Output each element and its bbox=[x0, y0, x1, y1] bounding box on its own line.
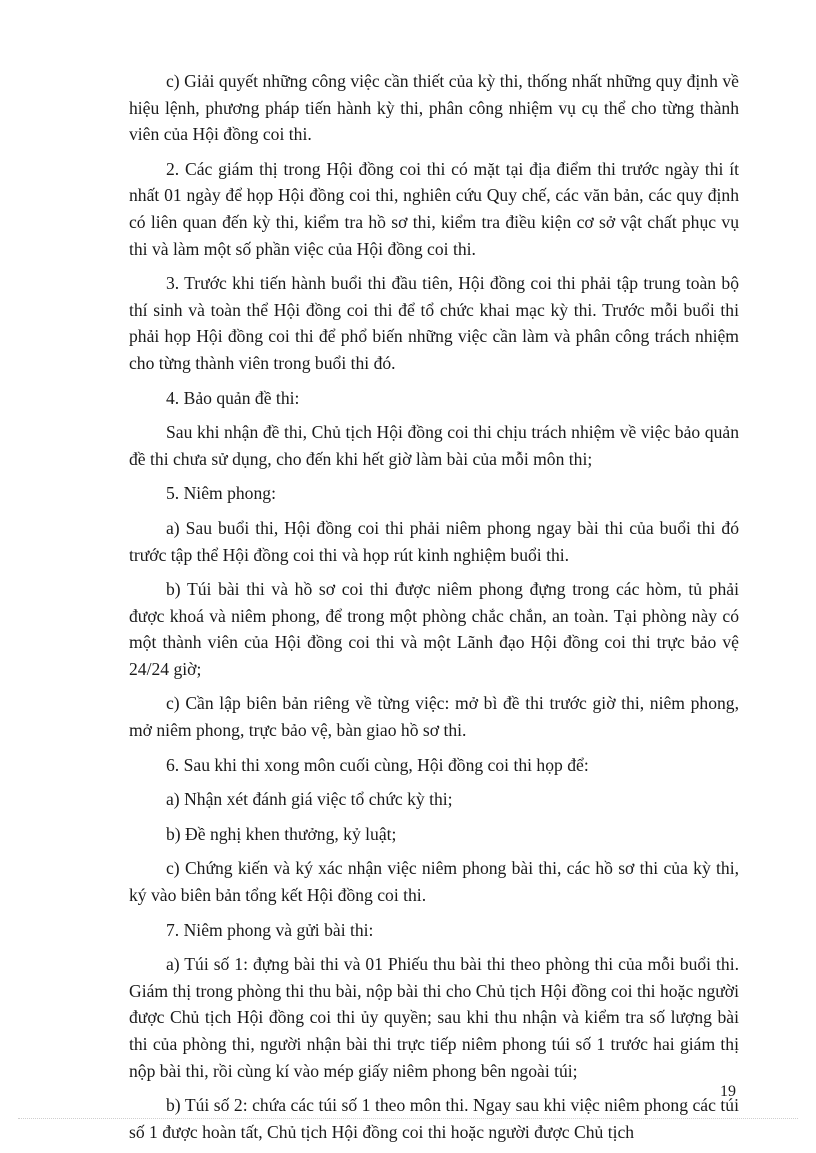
paragraph: c) Chứng kiến và ký xác nhận việc niêm phong bài thi, các hồ sơ thi của kỳ thi, ký vào biên bản tổng kết Hội đồng coi thi. bbox=[129, 858, 739, 906]
paragraph: b) Đề nghị khen thưởng, kỷ luật; bbox=[166, 823, 397, 844]
paragraph: c) Cần lập biên bản riêng về từng việc: mở bì đề thi trước giờ thi, niêm phong, mở niêm phong, trực bảo vệ, bàn giao hồ sơ thi. bbox=[129, 693, 739, 741]
page-bottom-divider bbox=[18, 1118, 798, 1119]
paragraph: 3. Trước khi tiến hành buổi thi đầu tiên, Hội đồng coi thi phải tập trung toàn bộ thí sinh và toàn thể Hội đồng coi thi để tổ chức khai mạc kỳ thi. Trước mỗi buổi thi phải họp Hội đồng coi thi để phổ biến những việc cần làm và phân công trách nhiệm cho từng thành viên trong buổi thi đó. bbox=[129, 273, 739, 373]
document-body bbox=[129, 68, 739, 1153]
paragraph: 4. Bảo quản đề thi: bbox=[166, 387, 300, 408]
paragraph: 6. Sau khi thi xong môn cuối cùng, Hội đồng coi thi họp để: bbox=[166, 754, 589, 775]
paragraph: 2. Các giám thị trong Hội đồng coi thi có mặt tại địa điểm thi trước ngày thi ít nhất 01 ngày để họp Hội đồng coi thi, nghiên cứu Quy chế, các văn bản, các quy định có liên quan đến kỳ thi, kiểm tra hồ sơ thi, kiểm tra điều kiện cơ sở vật chất phục vụ thi và làm một số phần việc của Hội đồng coi thi. bbox=[129, 158, 739, 259]
page-number: 19 bbox=[720, 1083, 736, 1100]
paragraph: Sau khi nhận đề thi, Chủ tịch Hội đồng coi thi chịu trách nhiệm về việc bảo quản đề thi chưa sử dụng, cho đến khi hết giờ làm bài của mỗi môn thi; bbox=[129, 422, 739, 469]
paragraph: c) Giải quyết những công việc cần thiết của kỳ thi, thống nhất những quy định về hiệu lệnh, phương pháp tiến hành kỳ thi, phân công nhiệm vụ cụ thể cho từng thành viên của Hội đồng coi thi. bbox=[129, 71, 739, 145]
paragraph: b) Túi số 2: chứa các túi số 1 theo môn thi. Ngay sau khi việc niêm phong các túi số 1 được hoàn tất, Chủ tịch Hội đồng coi thi hoặc người được Chủ tịch bbox=[129, 1095, 739, 1142]
paragraph: a) Nhận xét đánh giá việc tổ chức kỳ thi; bbox=[166, 789, 453, 810]
paragraph: 7. Niêm phong và gửi bài thi: bbox=[166, 919, 374, 940]
paragraph: b) Túi bài thi và hồ sơ coi thi được niêm phong đựng trong các hòm, tủ phải được khoá và niêm phong, để trong một phòng chắc chắn, an toàn. Tại phòng này có một thành viên của Hội đồng coi thi và một Lãnh đạo Hội đồng coi thi trực bảo vệ 24/24 giờ; bbox=[129, 579, 739, 679]
paragraph: 5. Niêm phong: bbox=[166, 483, 276, 504]
paragraph: a) Sau buổi thi, Hội đồng coi thi phải niêm phong ngay bài thi của buổi thi đó trước tập thể Hội đồng coi thi và họp rút kinh nghiệm buổi thi. bbox=[129, 517, 739, 565]
paragraph: a) Túi số 1: đựng bài thi và 01 Phiếu thu bài thi theo phòng thi của mỗi buổi thi. Giám thị trong phòng thi thu bài, nộp bài thi cho Chủ tịch Hội đồng coi thi hoặc người được Chủ tịch Hội đồng coi thi ủy quyền; sau khi thu nhận và kiểm tra số lượng bài thi của phòng thi, người nhận bài thi trực tiếp niêm phong túi số 1 trước hai giám thị nộp bài thi, rồi cùng kí vào mép giấy niêm phong bên ngoài túi; bbox=[129, 954, 739, 1081]
